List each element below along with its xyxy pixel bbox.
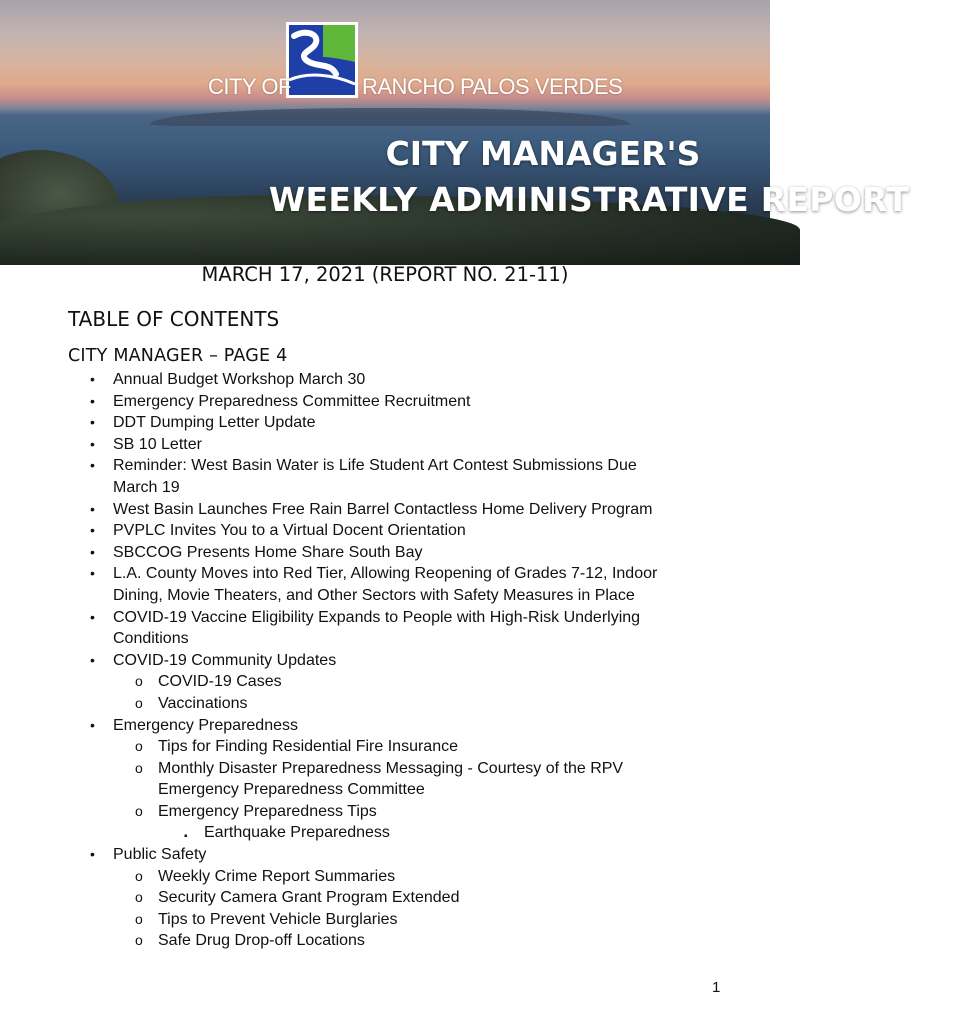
toc-item-text: Emergency Preparedness Committee Recruitment: [113, 392, 471, 410]
bullet-icon: •: [90, 414, 95, 431]
toc-item-text: Emergency Preparedness: [113, 716, 298, 734]
toc-item-text: West Basin Launches Free Rain Barrel Contactless Home Delivery Program: [113, 500, 653, 518]
bullet-icon: •: [90, 500, 95, 517]
toc-item-text: Dining, Movie Theaters, and Other Sectors with Safety Measures in Place: [113, 586, 635, 604]
city-name: RANCHO PALOS VERDES: [362, 74, 623, 99]
toc-item: [0, 887, 770, 909]
circle-bullet-icon: o: [135, 694, 143, 711]
bullet-icon: •: [90, 457, 95, 474]
toc-item-text: March 19: [113, 478, 180, 496]
toc-item-text: Tips for Finding Residential Fire Insurance: [158, 738, 458, 756]
bullet-icon: •: [90, 608, 95, 625]
page-number: 1: [712, 979, 721, 996]
circle-bullet-icon: o: [135, 673, 143, 690]
report-title-line2: WEEKLY ADMINISTRATIVE REPORT: [268, 180, 910, 219]
circle-bullet-icon: o: [135, 910, 143, 927]
toc-item-text: COVID-19 Vaccine Eligibility Expands to People with High-Risk Underlying: [113, 608, 641, 626]
toc-item: [0, 369, 770, 391]
circle-bullet-icon: o: [135, 738, 143, 755]
toc-item-text: Monthly Disaster Preparedness Messaging - Courtesy of the RPV: [158, 759, 624, 777]
bullet-icon: •: [90, 522, 95, 539]
bullet-icon: •: [90, 543, 95, 560]
toc-item: [0, 607, 770, 650]
toc-item: [0, 693, 770, 715]
toc-item: [0, 650, 770, 672]
city-prefix: CITY OF: [208, 74, 291, 99]
toc-item: [0, 391, 770, 413]
toc-item-text: COVID-19 Community Updates: [113, 651, 337, 669]
toc-item: [0, 455, 770, 498]
toc-item-text: Weekly Crime Report Summaries: [158, 867, 396, 885]
circle-bullet-icon: o: [135, 889, 143, 906]
toc-item-text: Conditions: [113, 630, 189, 648]
toc-item-text: Earthquake Preparedness: [204, 824, 390, 842]
toc-item: [0, 930, 770, 952]
island-silhouette: [150, 108, 630, 126]
circle-bullet-icon: o: [135, 867, 143, 884]
toc-item: [0, 715, 770, 737]
city-logo-icon: [286, 22, 358, 98]
table-of-contents-list: [0, 369, 770, 952]
bullet-icon: •: [90, 435, 95, 452]
toc-item: [0, 909, 770, 931]
toc-item-text: Public Safety: [113, 846, 207, 864]
circle-bullet-icon: o: [135, 932, 143, 949]
toc-item-text: SB 10 Letter: [113, 435, 202, 453]
toc-item-text: Vaccinations: [158, 694, 248, 712]
circle-bullet-icon: o: [135, 759, 143, 776]
report-date: MARCH 17, 2021 (REPORT NO. 21-11): [201, 263, 569, 286]
toc-item: [0, 542, 770, 564]
toc-item: [0, 499, 770, 521]
toc-item-text: PVPLC Invites You to a Virtual Docent Orientation: [113, 522, 466, 540]
bullet-icon: •: [90, 392, 95, 409]
toc-item-text: Safe Drug Drop-off Locations: [158, 932, 365, 950]
bullet-icon: •: [90, 565, 95, 582]
toc-item-text: Emergency Preparedness Tips: [158, 802, 377, 820]
bullet-icon: •: [90, 651, 95, 668]
report-title-line1: CITY MANAGER'S: [385, 134, 701, 173]
toc-item-text: Security Camera Grant Program Extended: [158, 889, 460, 907]
toc-item-text: L.A. County Moves into Red Tier, Allowing Reopening of Grades 7-12, Indoor: [113, 565, 658, 583]
section-heading: CITY MANAGER – PAGE 4: [68, 346, 288, 366]
toc-item-text: Emergency Preparedness Committee: [158, 781, 425, 799]
toc-item-text: DDT Dumping Letter Update: [113, 414, 316, 432]
toc-item: [0, 412, 770, 434]
circle-bullet-icon: o: [135, 802, 143, 819]
toc-item: [0, 866, 770, 888]
square-bullet-icon: ▪: [184, 831, 188, 843]
toc-item-text: Reminder: West Basin Water is Life Student Art Contest Submissions Due: [113, 457, 637, 475]
toc-item: [0, 801, 770, 823]
header-banner: [0, 0, 910, 245]
toc-item-text: Annual Budget Workshop March 30: [113, 371, 366, 388]
toc-item: [0, 434, 770, 456]
toc-item-text: Tips to Prevent Vehicle Burglaries: [158, 910, 398, 928]
toc-heading: TABLE OF CONTENTS: [68, 307, 280, 331]
toc-item: [0, 520, 770, 542]
toc-item: [0, 844, 770, 866]
bullet-icon: •: [90, 371, 95, 387]
toc-item: [0, 736, 770, 758]
toc-item: [0, 758, 770, 801]
toc-item-text: SBCCOG Presents Home Share South Bay: [113, 543, 423, 561]
toc-item: [0, 563, 770, 606]
toc-item: [0, 822, 770, 844]
toc-item-text: COVID-19 Cases: [158, 673, 282, 691]
bullet-icon: •: [90, 716, 95, 733]
toc-item: [0, 671, 770, 693]
bullet-icon: •: [90, 846, 95, 863]
